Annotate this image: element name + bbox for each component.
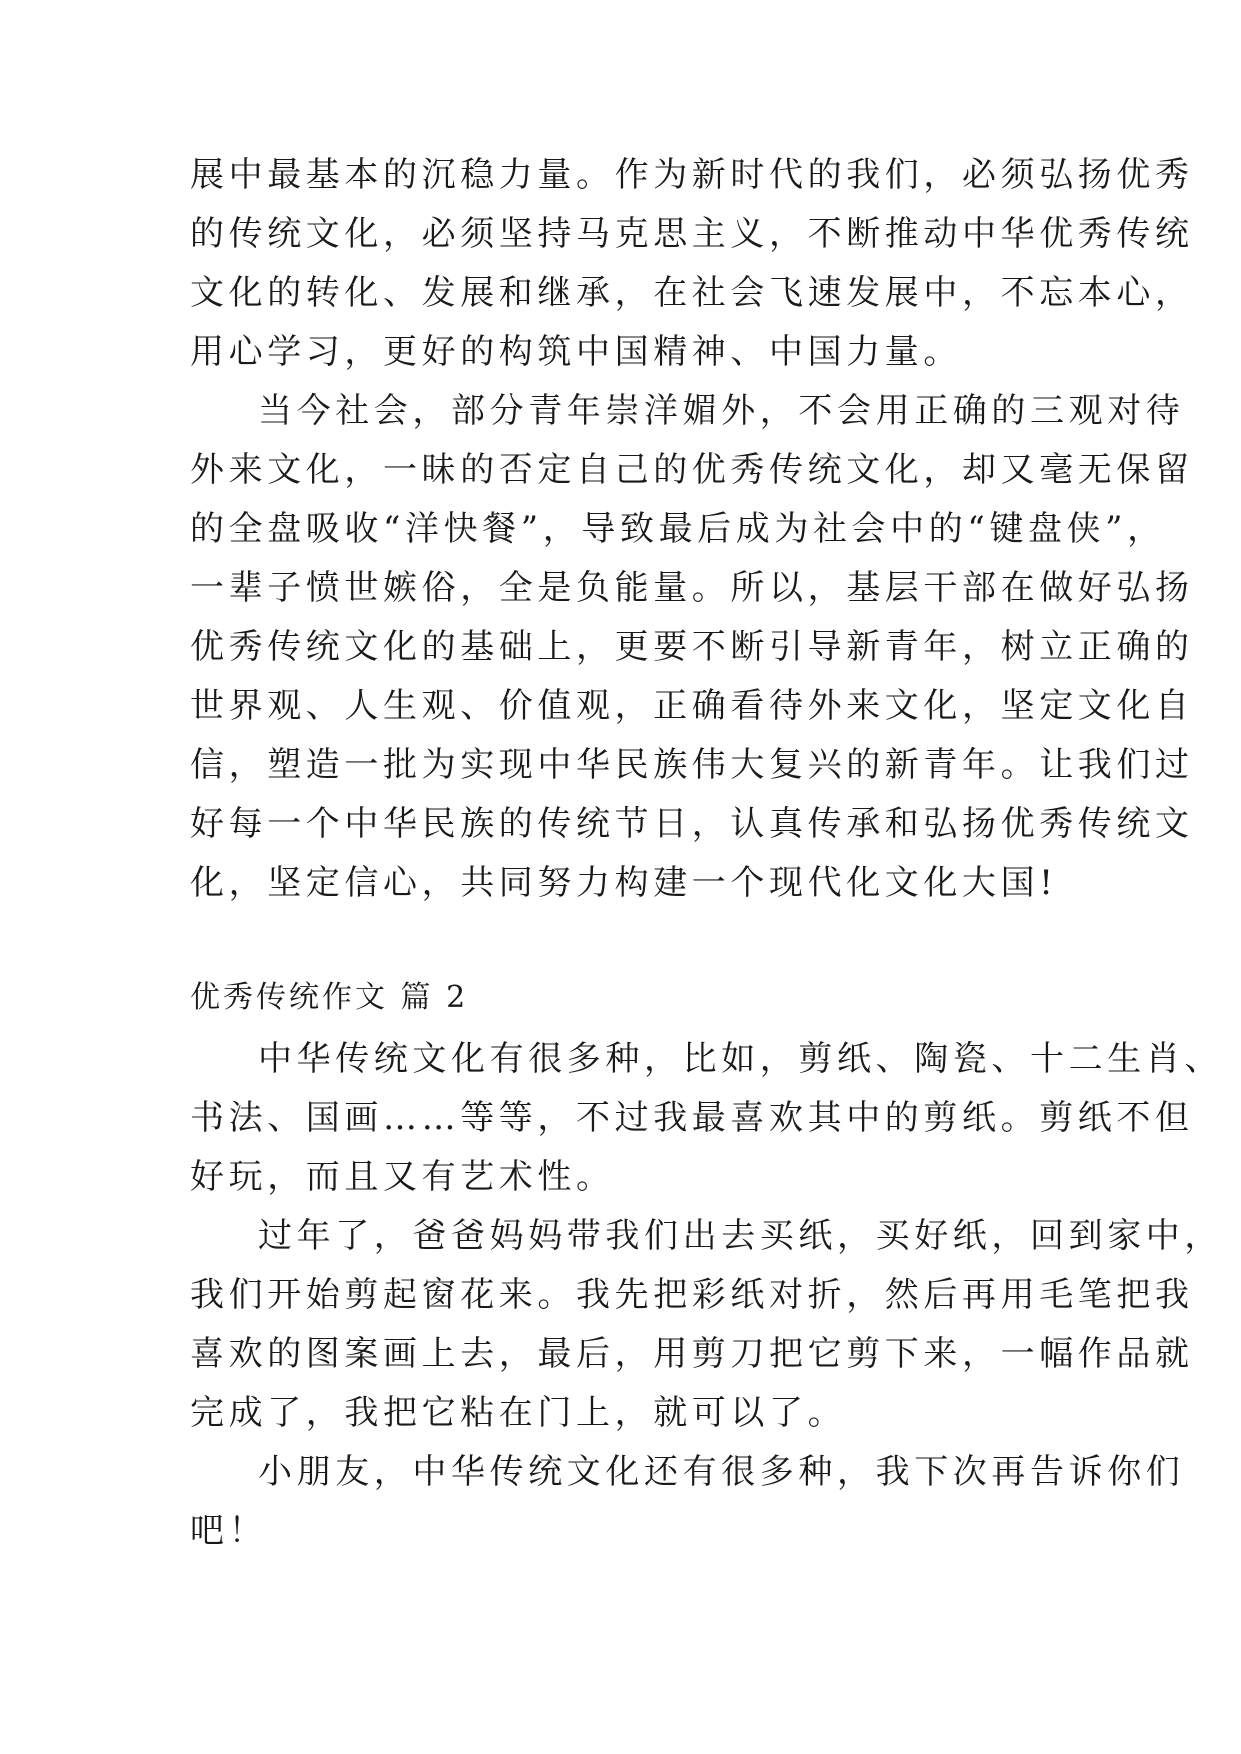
essay-heading: 优秀传统作文 篇 2 bbox=[190, 980, 469, 1015]
paragraph-line: 一辈子愤世嫉俗，全是负能量。所以，基层干部在做好弘扬 bbox=[190, 568, 1194, 608]
paragraph-line: 过年了，爸爸妈妈带我们出去买纸，买好纸，回到家中， bbox=[258, 1216, 1223, 1256]
paragraph-line: 优秀传统文化的基础上，更要不断引导新青年，树立正确的 bbox=[190, 627, 1194, 667]
paragraph-line: 中华传统文化有很多种，比如，剪纸、陶瓷、十二生肖、 bbox=[258, 1039, 1223, 1079]
paragraph-line: 的传统文化，必须坚持马克思主义，不断推动中华优秀传统 bbox=[190, 214, 1194, 254]
paragraph-line: 吧！ bbox=[190, 1511, 268, 1551]
paragraph-line: 喜欢的图案画上去，最后，用剪刀把它剪下来，一幅作品就 bbox=[190, 1334, 1194, 1374]
paragraph-line: 书法、国画……等等，不过我最喜欢其中的剪纸。剪纸不但 bbox=[190, 1098, 1194, 1138]
paragraph-line: 完成了，我把它粘在门上，就可以了。 bbox=[190, 1393, 847, 1433]
paragraph-line: 当今社会，部分青年崇洋媚外，不会用正确的三观对待 bbox=[258, 391, 1185, 431]
paragraph-line: 用心学习，更好的构筑中国精神、中国力量。 bbox=[190, 332, 962, 372]
paragraph-line: 的全盘吸收“洋快餐”，导致最后成为社会中的“键盘侠”， bbox=[190, 509, 1166, 549]
paragraph-line: 文化的转化、发展和继承，在社会飞速发展中，不忘本心， bbox=[190, 273, 1194, 313]
paragraph-line: 好玩，而且又有艺术性。 bbox=[190, 1157, 615, 1197]
paragraph-line: 小朋友，中华传统文化还有很多种，我下次再告诉你们 bbox=[258, 1452, 1185, 1492]
paragraph-line: 我们开始剪起窗花来。我先把彩纸对折，然后再用毛笔把我 bbox=[190, 1275, 1194, 1315]
paragraph-line: 好每一个中华民族的传统节日，认真传承和弘扬优秀传统文 bbox=[190, 804, 1194, 844]
paragraph-line: 展中最基本的沉稳力量。作为新时代的我们，必须弘扬优秀 bbox=[190, 155, 1194, 195]
essay-section-1 bbox=[190, 146, 1194, 913]
paragraph-line: 世界观、人生观、价值观，正确看待外来文化，坚定文化自 bbox=[190, 686, 1194, 726]
paragraph-line: 信，塑造一批为实现中华民族伟大复兴的新青年。让我们过 bbox=[190, 745, 1194, 785]
essay-section-2 bbox=[190, 1030, 1223, 1561]
paragraph-line: 外来文化，一昧的否定自己的优秀传统文化，却又毫无保留 bbox=[190, 450, 1194, 490]
paragraph-line: 化，坚定信心，共同努力构建一个现代化文化大国! bbox=[190, 863, 1058, 903]
